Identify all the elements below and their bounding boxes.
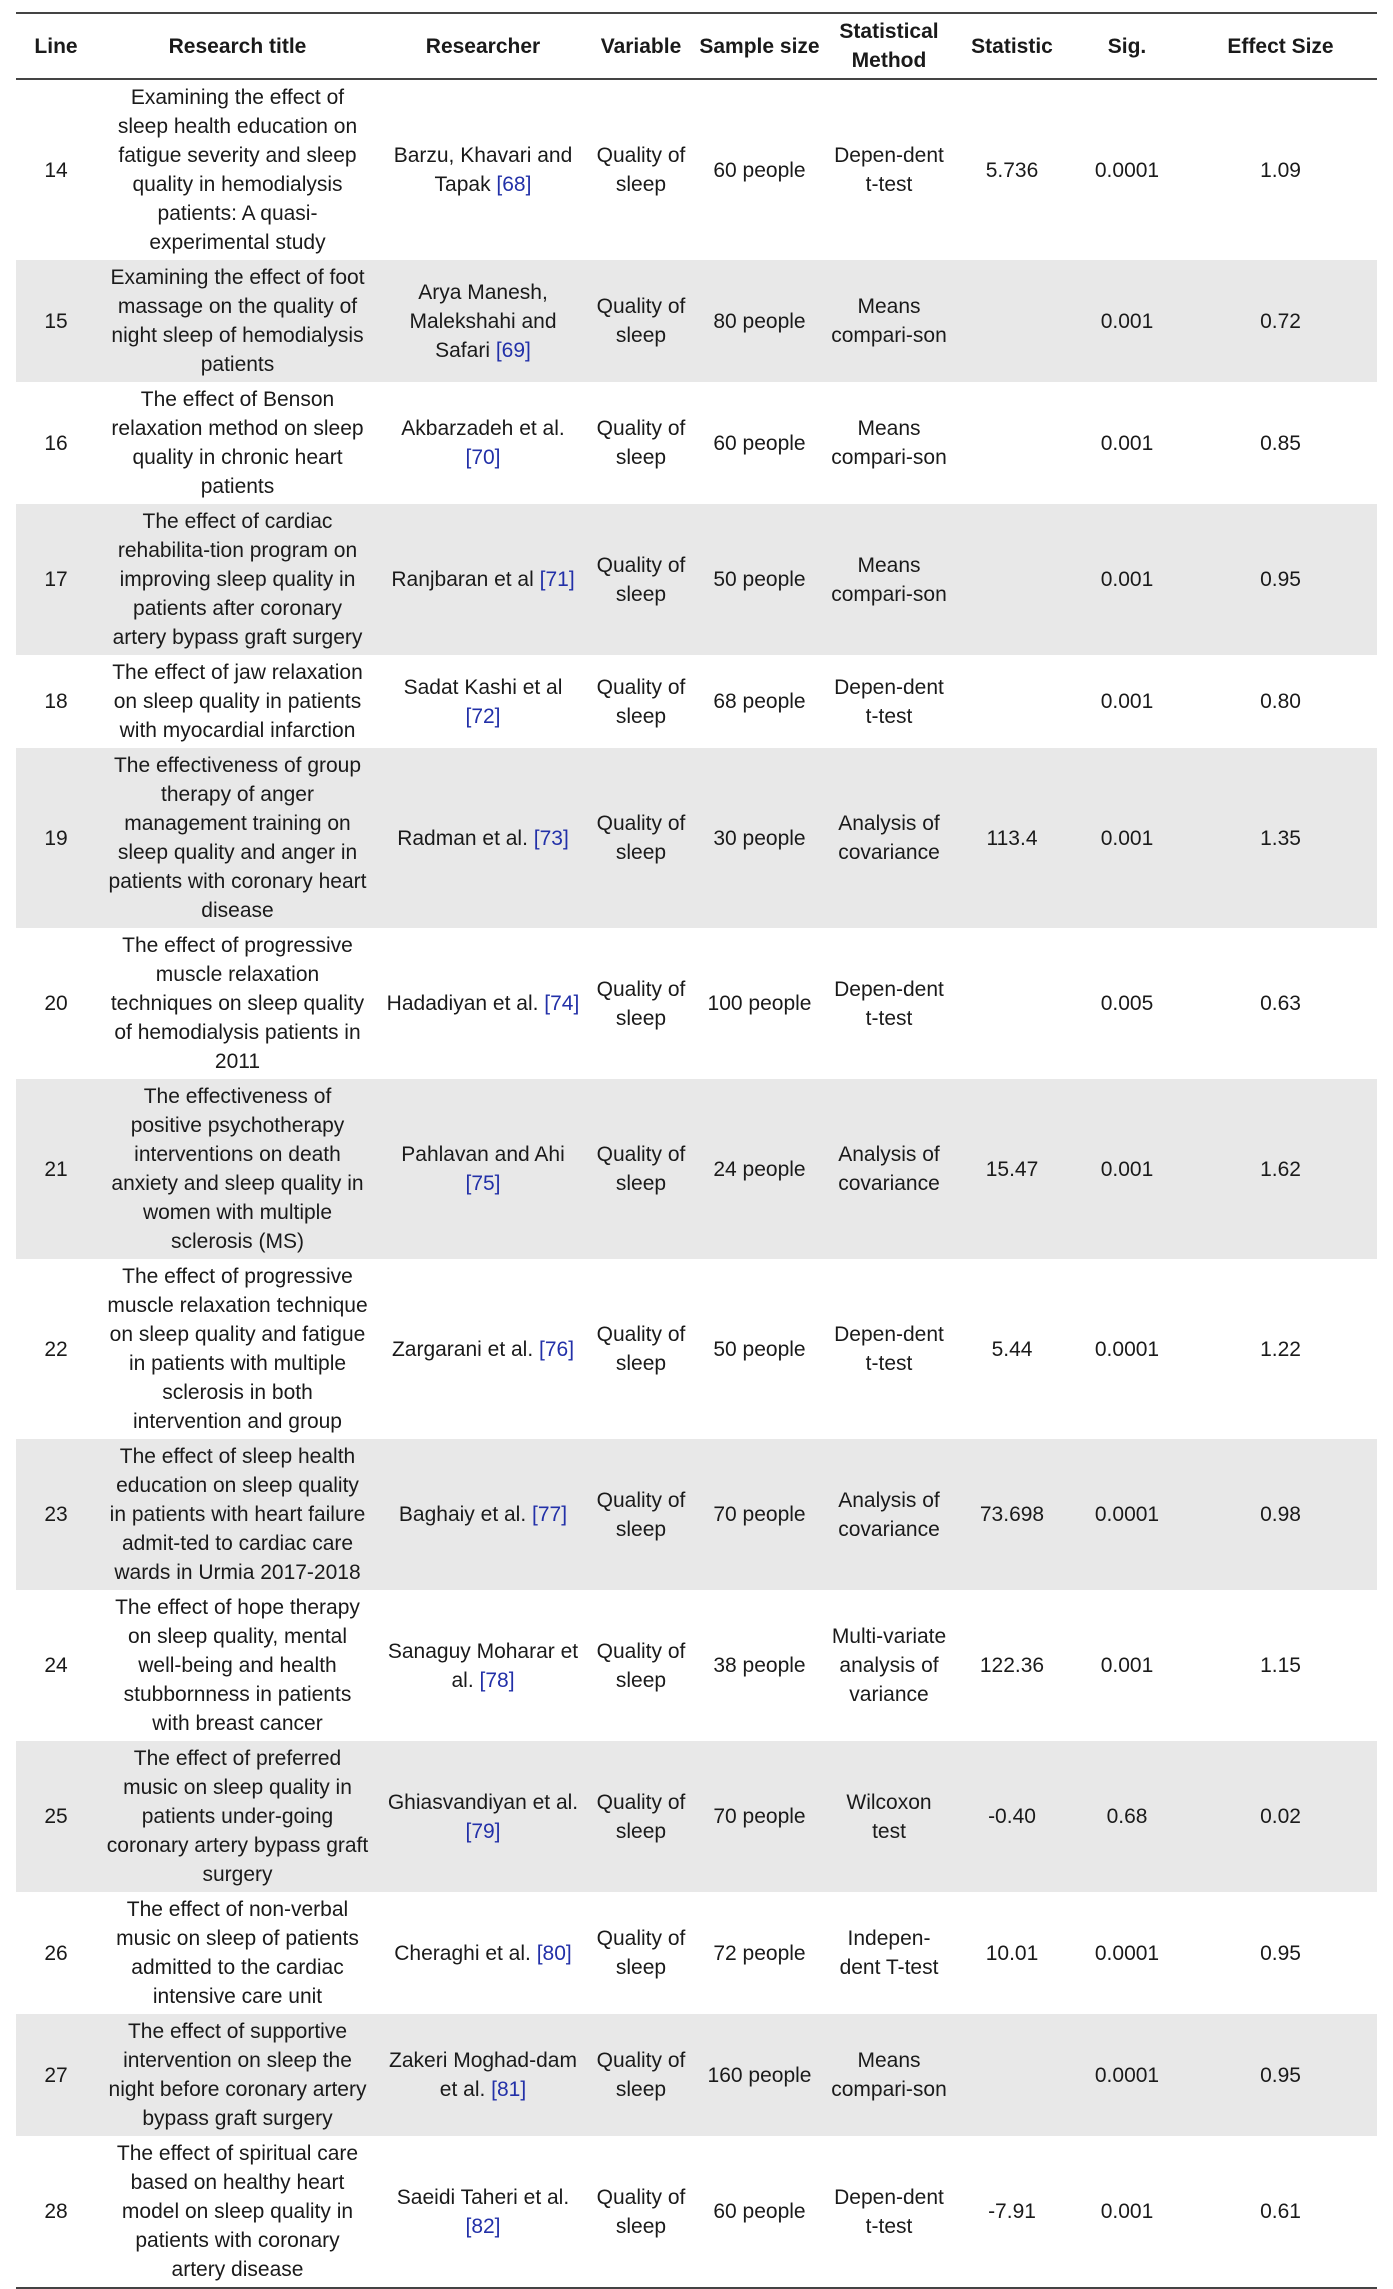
cell-research-title: The effectiveness of positive psychotherapy interventions on death anxiety and sleep quality in women with multiple sclerosis (MS) (96, 1079, 379, 1259)
researcher-name: Hadadiyan et al. (386, 992, 539, 1015)
researcher-name: Akbarzadeh et al. (401, 417, 565, 440)
cell-researcher (379, 79, 587, 260)
cell-variable: Quality of sleep (587, 1439, 695, 1590)
cell-sample-size: 60 people (695, 2136, 824, 2288)
researcher-name: Saeidi Taheri et al. (396, 2185, 570, 2209)
reference-link[interactable]: [72] (465, 704, 501, 728)
cell-sig: 0.001 (1070, 1079, 1184, 1259)
cell-researcher (379, 260, 587, 382)
cell-statistic: 73.698 (954, 1439, 1070, 1590)
cell-effect-size: 0.95 (1260, 1941, 1301, 1965)
cell-researcher (379, 1079, 587, 1259)
header-statistical-method: Statistical Method (824, 13, 954, 79)
cell-researcher (379, 1439, 587, 1590)
cell-sig: 0.0001 (1094, 1941, 1160, 1965)
cell-sample-size: 30 people (695, 748, 824, 928)
researcher-name: Zakeri Moghad-dam et al. (389, 2049, 577, 2101)
cell-effect-size: 0.95 (1184, 2014, 1377, 2136)
researcher-name: Barzu, Khavari and Tapak (393, 144, 573, 196)
reference-link[interactable]: [76] (539, 1337, 575, 1361)
cell-researcher (379, 1259, 587, 1439)
cell-sig: 0.001 (1070, 748, 1184, 928)
cell-research-title: The effect of preferred music on sleep quality in patients under-going coronary artery bypass graft surgery (96, 1741, 379, 1892)
header-variable: Variable (587, 13, 695, 79)
researcher-name: Radman et al. (397, 826, 528, 850)
cell-statistic: 5.44 (991, 1337, 1033, 1361)
cell-research-title: The effect of Benson relaxation method on sleep quality in chronic heart patients (111, 388, 364, 498)
cell-line: 15 (16, 260, 96, 382)
header-sample-size: Sample size (695, 13, 824, 79)
cell-statistical-method: Depen-dent t-test (834, 144, 944, 196)
cell-statistical-method: Means compari-son (824, 2014, 954, 2136)
cell-statistical-method: Analysis of covariance (824, 748, 954, 928)
table-row (16, 504, 1377, 655)
cell-effect-size: 0.61 (1184, 2136, 1377, 2288)
cell-line: 16 (44, 431, 68, 455)
table-row (16, 655, 1377, 748)
cell-sig: 0.001 (1100, 431, 1154, 455)
cell-variable: Quality of sleep (587, 260, 695, 382)
cell-sig: 0.001 (1100, 690, 1154, 713)
cell-research-title: The effect of non-verbal music on sleep of patients admitted to the cardiac intensive care unit (116, 1898, 359, 2008)
reference-link[interactable]: [75] (465, 1172, 501, 1195)
header-row (16, 13, 1377, 79)
cell-research-title: Examining the effect of foot massage on the quality of night sleep of hemodialysis patients (96, 260, 379, 382)
cell-statistical-method: Means compari-son (824, 260, 954, 382)
cell-sig: 0.0001 (1094, 1337, 1160, 1361)
cell-variable: Quality of sleep (587, 748, 695, 928)
cell-effect-size: 0.72 (1184, 260, 1377, 382)
reference-link[interactable]: [80] (536, 1941, 572, 1965)
cell-effect-size: 0.85 (1260, 431, 1301, 455)
cell-statistic: 5.736 (985, 158, 1039, 182)
cell-statistic (954, 928, 1070, 1079)
cell-researcher (379, 1741, 587, 1892)
cell-sample-size: 68 people (713, 690, 806, 713)
cell-effect-size: 0.95 (1184, 504, 1377, 655)
cell-variable: Quality of sleep (596, 417, 686, 469)
table-row (16, 1590, 1377, 1741)
cell-effect-size: 0.98 (1184, 1439, 1377, 1590)
cell-researcher (379, 928, 587, 1079)
table-container (16, 12, 1377, 2289)
cell-sample-size: 72 people (713, 1941, 806, 1965)
cell-research-title: The effect of supportive intervention on sleep the night before coronary artery bypass graft surgery (96, 2014, 379, 2136)
cell-effect-size: 1.35 (1184, 748, 1377, 928)
reference-link[interactable]: [71] (539, 568, 575, 591)
cell-effect-size: 1.09 (1260, 158, 1301, 182)
cell-sig: 0.005 (1100, 992, 1154, 1015)
cell-variable: Quality of sleep (587, 504, 695, 655)
cell-sample-size: 80 people (695, 260, 824, 382)
cell-line: 28 (16, 2136, 96, 2288)
table-row (16, 1892, 1377, 2014)
cell-variable: Quality of sleep (596, 977, 686, 1030)
cell-researcher (379, 2014, 587, 2136)
cell-effect-size: 0.63 (1260, 992, 1301, 1015)
cell-statistical-method: Means compari-son (824, 504, 954, 655)
cell-statistic: -7.91 (954, 2136, 1070, 2288)
cell-statistic: 122.36 (979, 1654, 1045, 1677)
researcher-name: Baghaiy et al. (398, 1503, 527, 1526)
cell-sample-size: 24 people (695, 1079, 824, 1259)
reference-link[interactable]: [79] (465, 1819, 501, 1843)
table-row (16, 1741, 1377, 1892)
cell-effect-size: 1.22 (1260, 1337, 1301, 1361)
cell-sig: 0.001 (1070, 260, 1184, 382)
cell-effect-size: 0.02 (1184, 1741, 1377, 1892)
cell-effect-size: 1.15 (1260, 1654, 1301, 1677)
cell-statistical-method: Depen-dent t-test (834, 1323, 944, 1375)
header-statistic: Statistic (954, 13, 1070, 79)
table-row (16, 748, 1377, 928)
cell-statistic: 113.4 (954, 748, 1070, 928)
cell-line: 22 (44, 1337, 68, 1361)
cell-research-title: The effect of cardiac rehabilita-tion program on improving sleep quality in patients after coronary artery bypass graft surgery (96, 504, 379, 655)
cell-research-title: Examining the effect of sleep health education on fatigue severity and sleep quality in hemodialysis patients: A quasi-experimental study (117, 86, 358, 254)
cell-sig: 0.0001 (1094, 158, 1160, 182)
cell-statistic: 10.01 (985, 1941, 1039, 1965)
reference-link[interactable]: [77] (532, 1503, 568, 1526)
reference-link[interactable]: [68] (496, 173, 532, 196)
cell-variable: Quality of sleep (587, 1079, 695, 1259)
cell-sample-size: 160 people (695, 2014, 824, 2136)
cell-statistical-method: Wilcoxon test (824, 1741, 954, 1892)
table-header (16, 13, 1377, 79)
cell-line: 27 (16, 2014, 96, 2136)
header-researcher: Researcher (379, 13, 587, 79)
cell-research-title: The effect of spiritual care based on healthy heart model on sleep quality in patients with coronary artery disease (96, 2136, 379, 2288)
header-effect-size: Effect Size (1184, 13, 1377, 79)
cell-line: 19 (16, 748, 96, 928)
reference-link[interactable]: [69] (495, 338, 531, 362)
header-sig: Sig. (1070, 13, 1184, 79)
cell-effect-size: 0.80 (1260, 690, 1301, 713)
cell-statistic (954, 655, 1070, 748)
reference-link[interactable]: [73] (533, 826, 569, 850)
researcher-name: Sadat Kashi et al (403, 675, 563, 699)
table-body (16, 79, 1377, 2288)
cell-research-title: The effect of hope therapy on sleep quality, mental well-being and health stubbornness in patients with breast cancer (115, 1596, 360, 1735)
table-row (16, 79, 1377, 260)
cell-variable: Quality of sleep (587, 2136, 695, 2288)
cell-sig: 0.0001 (1070, 2014, 1184, 2136)
cell-sig: 0.0001 (1070, 1439, 1184, 1590)
cell-researcher (379, 504, 587, 655)
cell-researcher (379, 1590, 587, 1741)
cell-sample-size: 50 people (713, 1337, 806, 1361)
cell-variable: Quality of sleep (596, 1927, 686, 1979)
cell-variable: Quality of sleep (596, 1323, 686, 1375)
table-row (16, 260, 1377, 382)
researcher-name: Ranjbaran et al (391, 568, 534, 591)
cell-sig: 0.001 (1070, 2136, 1184, 2288)
cell-sample-size: 50 people (695, 504, 824, 655)
cell-variable: Quality of sleep (596, 675, 686, 728)
table-row (16, 2136, 1377, 2288)
cell-researcher (379, 655, 587, 748)
cell-sample-size: 60 people (713, 431, 806, 455)
table-row (16, 382, 1377, 504)
cell-statistical-method: Analysis of covariance (824, 1079, 954, 1259)
header-research-title: Research title (96, 13, 379, 79)
reference-link[interactable]: [78] (479, 1668, 515, 1692)
researcher-name: Ghiasvandiyan et al. (387, 1790, 579, 1814)
cell-line: 18 (44, 690, 68, 713)
cell-statistical-method: Multi-variate analysis of variance (831, 1625, 947, 1706)
cell-statistical-method: Depen-dent t-test (834, 977, 944, 1030)
researcher-name: Cheraghi et al. (394, 1941, 531, 1965)
cell-sig: 0.001 (1070, 504, 1184, 655)
table-row (16, 1079, 1377, 1259)
cell-sample-size: 100 people (707, 992, 812, 1015)
cell-researcher (379, 382, 587, 504)
cell-effect-size: 1.62 (1184, 1079, 1377, 1259)
reference-link[interactable]: [74] (544, 992, 580, 1015)
cell-line: 20 (44, 992, 68, 1015)
researcher-name: Pahlavan and Ahi (401, 1143, 565, 1166)
researcher-name: Sanaguy Moharar et al. (387, 1639, 579, 1692)
header-line: Line (16, 13, 96, 79)
cell-line: 24 (44, 1654, 68, 1677)
cell-research-title: The effect of jaw relaxation on sleep quality in patients with myocardial infarction (112, 661, 363, 742)
cell-statistic: -0.40 (954, 1741, 1070, 1892)
cell-research-title: The effect of progressive muscle relaxation techniques on sleep quality of hemodialysis patients in 2011 (110, 934, 365, 1073)
cell-statistical-method: Means compari-son (831, 417, 947, 469)
cell-statistic (954, 260, 1070, 382)
table-row (16, 1439, 1377, 1590)
cell-research-title: The effectiveness of group therapy of anger management training on sleep quality and anger in patients with coronary heart disease (96, 748, 379, 928)
cell-line: 23 (16, 1439, 96, 1590)
cell-sample-size: 38 people (713, 1654, 806, 1677)
cell-line: 26 (44, 1941, 68, 1965)
cell-sample-size: 60 people (713, 158, 806, 182)
researcher-name: Arya Manesh, Malekshahi and Safari (409, 280, 557, 362)
cell-statistical-method: Depen-dent t-test (824, 2136, 954, 2288)
cell-research-title: The effect of progressive muscle relaxation technique on sleep quality and fatigue in patients with multiple sclerosis in both intervention and group (107, 1265, 368, 1433)
cell-statistic (954, 504, 1070, 655)
cell-variable: Quality of sleep (587, 1741, 695, 1892)
reference-link[interactable]: [81] (491, 2078, 527, 2101)
cell-variable: Quality of sleep (596, 1639, 686, 1692)
cell-researcher (379, 748, 587, 928)
table-row (16, 1259, 1377, 1439)
cell-line: 17 (16, 504, 96, 655)
table-row (16, 928, 1377, 1079)
researcher-name: Zargarani et al. (391, 1337, 534, 1361)
cell-statistic (954, 2014, 1070, 2136)
research-table (16, 12, 1377, 2289)
cell-statistical-method: Indepen-dent T-test (839, 1927, 939, 1979)
cell-statistical-method: Analysis of covariance (824, 1439, 954, 1590)
reference-link[interactable]: [70] (465, 446, 501, 469)
cell-variable: Quality of sleep (587, 2014, 695, 2136)
cell-sig: 0.68 (1070, 1741, 1184, 1892)
cell-line: 14 (44, 158, 68, 182)
cell-line: 21 (16, 1079, 96, 1259)
cell-statistical-method: Depen-dent t-test (834, 675, 944, 728)
cell-line: 25 (16, 1741, 96, 1892)
cell-sample-size: 70 people (695, 1439, 824, 1590)
cell-researcher (379, 1892, 587, 2014)
cell-sig: 0.001 (1100, 1654, 1154, 1677)
cell-research-title: The effect of sleep health education on sleep quality in patients with heart failure admit-ted to cardiac care wards in Urmia 2017-2018 (96, 1439, 379, 1590)
cell-variable: Quality of sleep (596, 144, 686, 196)
cell-statistic (954, 382, 1070, 504)
table-row (16, 2014, 1377, 2136)
cell-statistic: 15.47 (954, 1079, 1070, 1259)
cell-researcher (379, 2136, 587, 2288)
reference-link[interactable]: [82] (465, 2214, 501, 2238)
cell-sample-size: 70 people (695, 1741, 824, 1892)
